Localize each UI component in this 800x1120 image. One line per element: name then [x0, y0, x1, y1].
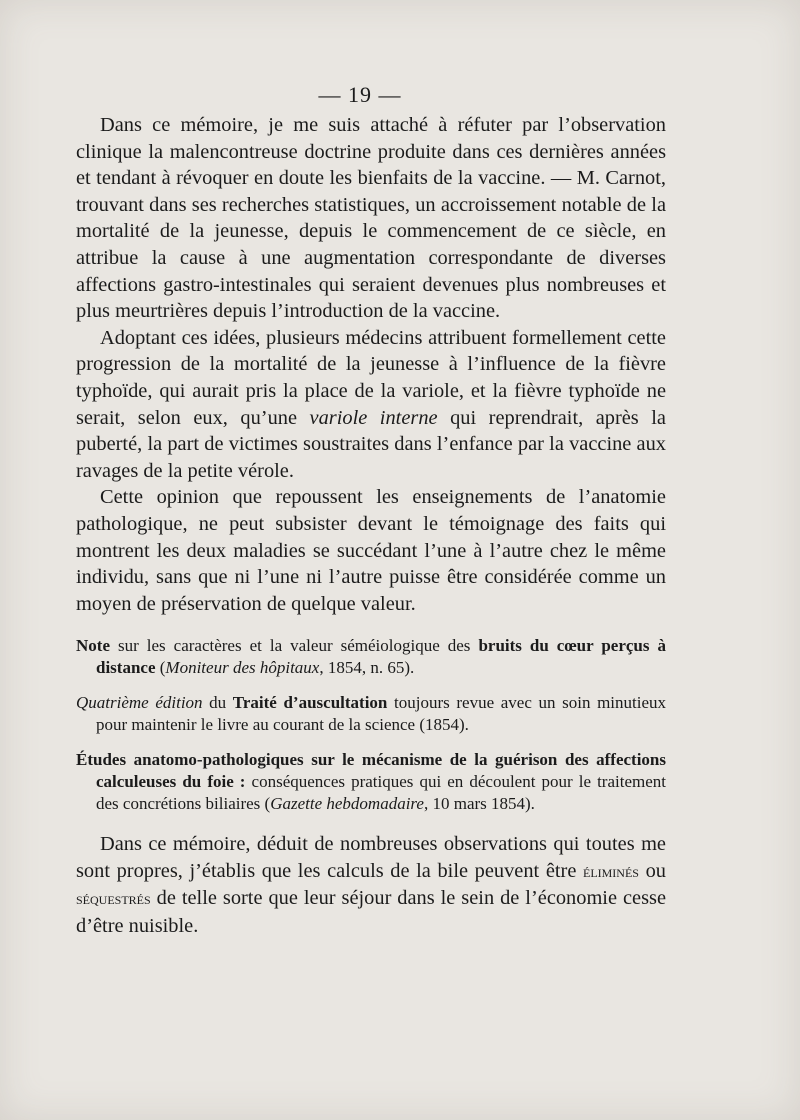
- entry-italic: Quatrième édition: [76, 693, 203, 713]
- paragraph-pathological-anatomy: [76, 484, 666, 617]
- paragraph-text: ou: [638, 859, 666, 882]
- paragraph-vaccine-doctrine: [76, 112, 666, 325]
- small-caps-word: éliminés: [582, 861, 639, 881]
- entry-italic: Gazette hebdomadaire: [270, 794, 424, 814]
- entry-bold: Traité d’auscultation: [232, 693, 388, 713]
- entry-text: (: [155, 658, 166, 678]
- entry-text: du: [202, 693, 233, 713]
- entry-text: sur les caractères et la valeur séméiologique des: [109, 636, 479, 656]
- paragraph-typhoid-fever: [76, 325, 666, 485]
- italic-phrase: variole interne: [309, 406, 438, 429]
- paragraph-bile-calculi: [76, 831, 666, 939]
- bibliography-entry-liver-calculi: [76, 749, 666, 815]
- entry-italic: Moniteur des hôpitaux: [165, 658, 320, 678]
- entry-bold: bruits du cœur perçus à distance: [96, 636, 666, 678]
- paragraph-text: Dans ce mémoire, déduit de nombreuses observations qui toutes me sont propres, j’établis que les calculs de la bile peuvent être: [76, 833, 666, 882]
- bibliography-entry-auscultation: [76, 692, 666, 736]
- small-caps-word: séquestrés: [76, 889, 151, 909]
- entry-text: , 1854, n. 65).: [319, 658, 415, 678]
- paragraph-text: Adoptant ces idées, plusieurs médecins attribuent formellement cette progression de la mortalité de la jeunesse à l’influence de la fièvre typhoïde, qui aurait pris la place de la variole, et la fièvre typhoïde ne serait, selon eux, qu’une: [76, 326, 666, 429]
- paragraph-text: Cette opinion que repoussent les enseignements de l’anatomie pathologique, ne peut subsister devant le témoignage des faits qui montrent les deux maladies se succédant l’une à l’autre chez le même individu, sans que ni l’une ni l’autre puisse être considérée comme un moyen de préservation de quelque valeur.: [76, 486, 666, 615]
- paragraph-text: de telle sorte que leur séjour dans le sein de l’économie cesse d’être nuisible.: [76, 887, 666, 938]
- entry-bold: Études anatomo-pathologiques sur le mécanisme de la guérison des affections calculeuses du foie :: [76, 750, 666, 792]
- entry-text: conséquences pratiques qui en découlent pour le traitement des concrétions biliaires (: [96, 772, 666, 814]
- page-number: — 19 —: [318, 82, 402, 107]
- entry-text: , 10 mars 1854).: [423, 794, 535, 814]
- entry-bold: Note: [76, 636, 110, 656]
- page-body: [76, 112, 666, 940]
- bibliography-entry-heart-sounds: [76, 635, 666, 679]
- paragraph-text: qui reprendrait, après la puberté, la part de victimes soustraites dans l’enfance par la vaccine aux ravages de la petite vérole.: [76, 406, 666, 482]
- entry-text: toujours revue avec un soin minutieux pour maintenir le livre au courant de la science (1854).: [96, 693, 667, 735]
- paragraph-text: Dans ce mémoire, je me suis attaché à réfuter par l’observation clinique la malencontreuse doctrine produite dans ces dernières années et tendant à révoquer en doute les bienfaits de la vaccine. — M. Carnot, trouvant dans ses recherches statistiques, un accroissement notable de la mortalité de la jeunesse, depuis le commencement de ce siècle, en attribue la cause à une augmentation correspondante de diverses affections gastro-intestinales qui seraient devenues plus nombreuses et plus meurtrières depuis l’introduction de la vaccine.: [76, 114, 666, 323]
